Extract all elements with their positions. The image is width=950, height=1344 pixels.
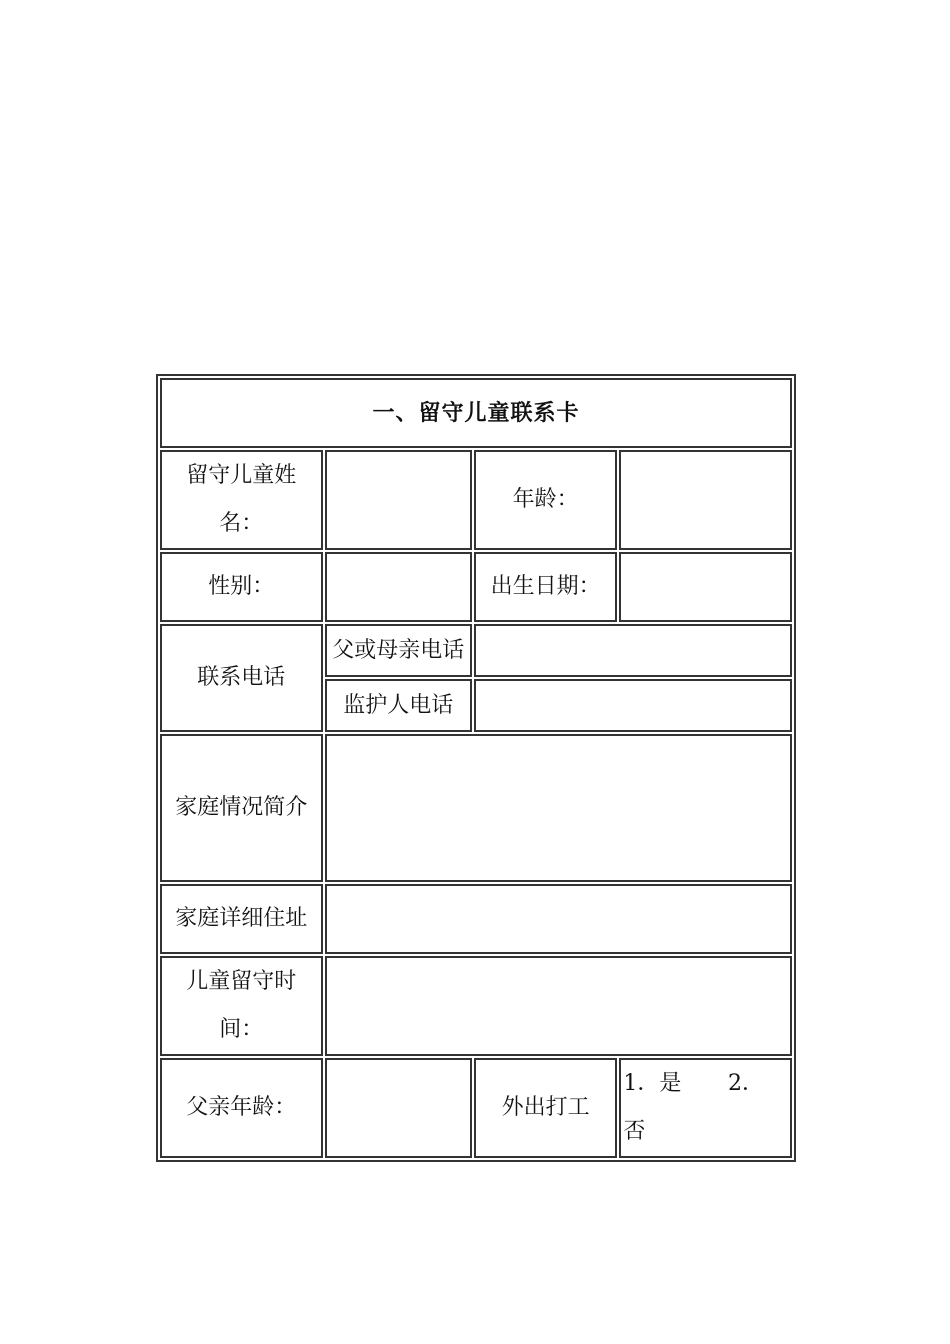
- father-age-label: 父亲年龄：: [160, 1058, 323, 1158]
- birthdate-label: 出生日期：: [474, 552, 617, 622]
- option-yes[interactable]: 1．是: [623, 1071, 682, 1096]
- family-intro-label: 家庭情况简介: [160, 734, 323, 882]
- age-label: 年龄：: [474, 450, 617, 550]
- contact-phone-label: 联系电话: [160, 624, 323, 732]
- left-behind-time-field[interactable]: [325, 956, 793, 1056]
- working-away-options[interactable]: [619, 1058, 792, 1158]
- gender-field[interactable]: [325, 552, 472, 622]
- age-field[interactable]: [619, 450, 792, 550]
- left-behind-time-label-line1: 儿童留守时: [186, 969, 297, 994]
- address-label: 家庭详细住址: [160, 884, 323, 954]
- left-behind-child-contact-card: [156, 374, 796, 1162]
- child-name-label-line2: 名：: [219, 511, 264, 536]
- left-behind-time-label: [160, 956, 323, 1056]
- child-name-label-line1: 留守儿童姓: [186, 463, 297, 488]
- child-name-label: [160, 450, 323, 550]
- family-intro-field[interactable]: [325, 734, 793, 882]
- address-field[interactable]: [325, 884, 793, 954]
- left-behind-time-label-line2: 间：: [219, 1017, 264, 1042]
- card-title: 一、留守儿童联系卡: [160, 378, 792, 448]
- parent-phone-field[interactable]: [474, 624, 792, 677]
- birthdate-field[interactable]: [619, 552, 792, 622]
- parent-phone-label: 父或母亲电话: [325, 624, 472, 677]
- working-away-label: 外出打工: [474, 1058, 617, 1158]
- guardian-phone-field[interactable]: [474, 679, 792, 732]
- option-no-number: 2．: [728, 1071, 764, 1096]
- child-name-field[interactable]: [325, 450, 472, 550]
- options-line: [623, 1060, 790, 1108]
- guardian-phone-label: 监护人电话: [325, 679, 472, 732]
- option-no[interactable]: 否: [623, 1119, 646, 1144]
- father-age-field[interactable]: [325, 1058, 472, 1158]
- gender-label: 性别：: [160, 552, 323, 622]
